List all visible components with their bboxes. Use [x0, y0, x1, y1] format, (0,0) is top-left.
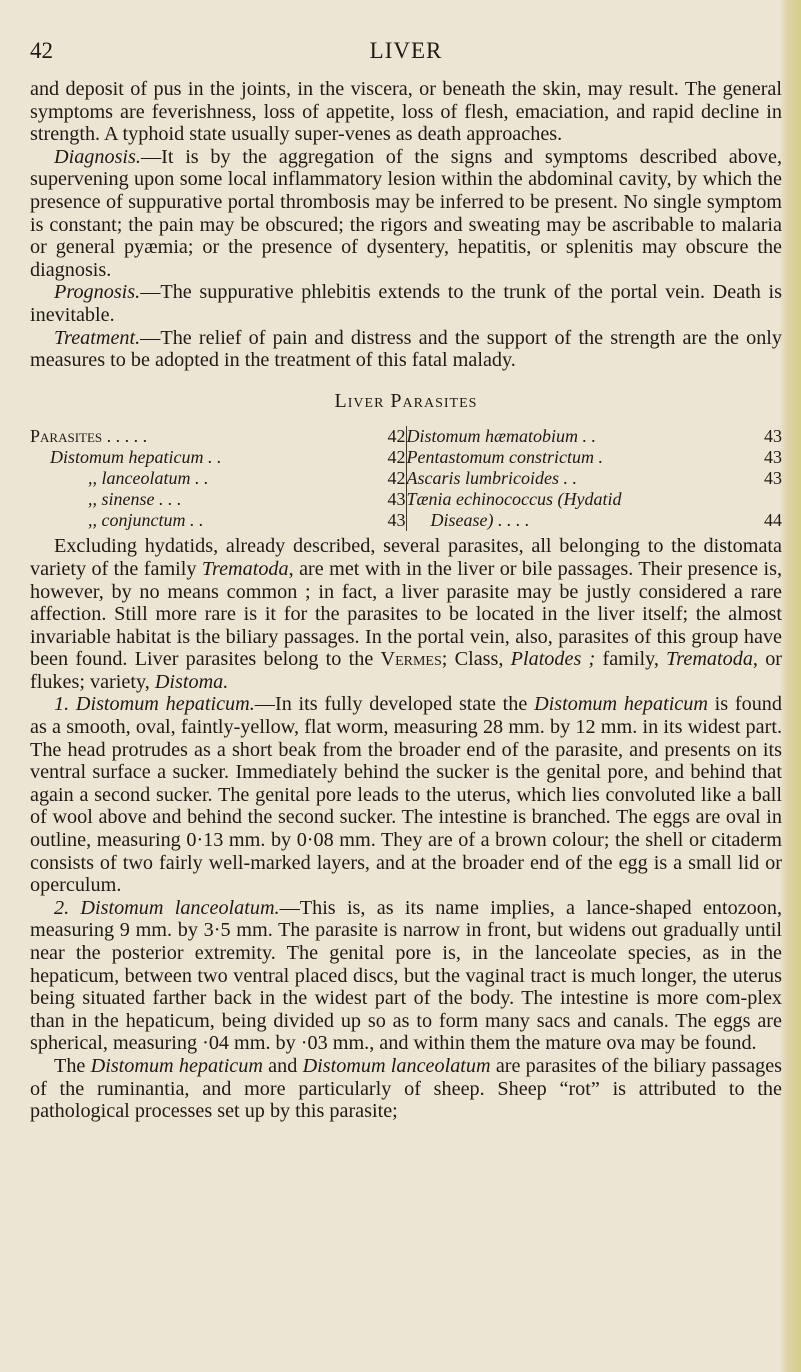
term-distomum-hepaticum: Distomum hepaticum [534, 693, 708, 716]
term-distomum-lanceolatum: Distomum lanceolatum [302, 1054, 491, 1077]
index-page: 43 [387, 510, 406, 531]
index-row [30, 510, 406, 531]
final-text-a: The [54, 1054, 91, 1077]
excluding-text-d: family, [595, 648, 667, 671]
term-vermes: Vermes [380, 648, 442, 671]
page-header [30, 38, 782, 78]
running-title: LIVER [369, 38, 443, 63]
parasite-index [30, 426, 782, 531]
heading-treatment: Treatment. [54, 326, 141, 349]
excluding-text-a: Excluding hydatids, already described, several parasites, all belonging to the distomata variety of the family [30, 535, 782, 580]
excluding-text-c: ; Class, [441, 648, 511, 671]
final-text-b: and [262, 1054, 303, 1077]
paragraph-diagnosis [30, 146, 782, 282]
heading-diagnosis: Diagnosis. [54, 145, 141, 168]
term-platodes: Platodes ; [510, 648, 596, 671]
page-body [30, 78, 782, 1123]
diagnosis-text: —It is by the aggregation of the signs and symptoms described above, supervening upon some local inflammatory lesion within the abdominal cavity, by which the presence of suppurative portal thrombosis may be inferred to be present. No single symptom is constant; the pain may be obscured; the rigors and sweating may be ascribable to malaria or general pyæmia; or the presence of dysentery, hepatitis, or splenitis may obscure the diagnosis. [30, 145, 782, 281]
index-label: ,, lanceolatum . . [88, 468, 209, 489]
paragraph-hepaticum [30, 693, 782, 896]
index-label: Distomum hæmatobium . . [406, 426, 597, 447]
index-page [756, 489, 782, 510]
book-page [30, 38, 782, 1123]
heading-lanceolatum: 2. Distomum lanceolatum. [54, 896, 280, 919]
index-page: 42 [387, 426, 406, 447]
hepaticum-text-a: —In its fully developed state the [254, 693, 535, 716]
index-label: Parasites . . . . . [30, 426, 148, 447]
paragraph-continued: and deposit of pus in the joints, in the viscera, or beneath the skin, may result. The general symptoms are feverishness, loss of appetite, loss of flesh, emaciation, and rapid decline in strength. A typhoid state usually super-venes as death approaches. [30, 78, 782, 146]
prognosis-text: —The suppurative phlebitis extends to the trunk of the portal vein. Death is inevitable. [30, 281, 782, 326]
index-page: 43 [764, 447, 782, 468]
excluding-text-e: , or flukes; variety, [30, 648, 783, 693]
index-row [407, 426, 783, 447]
index-right-column [406, 426, 782, 531]
term-trematoda-2: Trematoda [666, 648, 753, 671]
treatment-text: —The relief of pain and distress and the support of the strength are the only measures to be adopted in the treatment of this fatal malady. [30, 326, 782, 372]
paragraph-prognosis [30, 281, 782, 326]
index-page: 42 [387, 468, 406, 489]
index-label: Pentastomum constrictum . [406, 447, 603, 468]
section-title: Liver Parasites [334, 389, 478, 412]
index-label: Disease) . . . . [430, 510, 530, 531]
index-row [30, 426, 406, 447]
index-left-column [30, 426, 406, 531]
heading-hepaticum: 1. Distomum hepaticum. [54, 693, 255, 716]
paragraph-final [30, 1055, 782, 1123]
final-text-c: are parasites of the biliary passages of the ruminantia, and more particularly of sheep. Sheep “rot” is attributed to the pathological processes set up by this parasite; [30, 1054, 783, 1123]
index-label: Distomum hepaticum . . [50, 447, 222, 468]
hepaticum-text-b: is found as a smooth, oval, faintly-yellow, flat worm, measuring 28 mm. by 12 mm. in its widest part. The head protrudes as a short beak from the broader end of the parasite, and presents on its ventral surface a sucker. Immediately behind the sucker is the genital pore, and behind that again a second sucker. The genital pore leads to the uterus, which lies convoluted like a ball of wool above and behind the second sucker. The intestine is branched. The eggs are oval in outline, measuring 0·13 mm. by 0·08 mm. They are of a brown colour; the shell or citaderm consists of two fairly well-marked layers, and at the broader end of the egg is a small lid or operculum. [30, 693, 782, 897]
index-page: 42 [387, 447, 406, 468]
index-row [407, 510, 783, 531]
paragraph-lanceolatum [30, 897, 782, 1055]
index-label: Tænia echinococcus (Hydatid [406, 489, 622, 510]
page-edge [779, 0, 801, 1372]
index-row [30, 489, 406, 510]
index-page: 43 [764, 468, 782, 489]
index-row [407, 447, 783, 468]
index-page: 43 [764, 426, 782, 447]
term-distoma: Distoma. [154, 670, 229, 693]
index-label: ,, sinense . . . [88, 489, 182, 510]
index-row [30, 447, 406, 468]
paragraph-excluding [30, 535, 782, 693]
index-label: Ascaris lumbricoides . . [406, 468, 577, 489]
index-row [30, 468, 406, 489]
index-page: 44 [764, 510, 782, 531]
index-page: 43 [387, 489, 406, 510]
heading-prognosis: Prognosis. [54, 281, 141, 304]
lanceolatum-text: —This is, as its name implies, a lance-shaped entozoon, measuring 9 mm. by 3·5 mm. The parasite is narrow in front, but widens out gradually until near the posterior extremity. The genital pore is, in the lanceolate species, as in the hepaticum, between two ventral placed discs, but the vaginal tract is much longer, the uterus being situated farther back in the widest part of the body. The intestine is more com-plex than in the hepaticum, being divided up so as to form many sacs and canals. The eggs are spherical, measuring ·04 mm. by ·03 mm., and within them the mature ova may be found. [30, 896, 782, 1055]
excluding-text-b: , are met with in the liver or bile passages. Their presence is, however, by no means common ; in fact, a liver parasite may be justly considered a rare affection. Still more rare is it for the parasites to be located in the liver itself; the almost invariable habitat is the biliary passages. In the portal vein, also, parasites of this group have been found. Liver parasites belong to the [30, 557, 782, 671]
term-trematoda: Trematoda [201, 557, 289, 580]
index-label: ,, conjunctum . . [88, 510, 204, 531]
paragraph-treatment [30, 327, 782, 372]
index-row [407, 489, 783, 510]
term-distomum-hepaticum-2: Distomum hepaticum [90, 1054, 263, 1077]
index-row [407, 468, 783, 489]
page-number: 42 [30, 38, 53, 63]
